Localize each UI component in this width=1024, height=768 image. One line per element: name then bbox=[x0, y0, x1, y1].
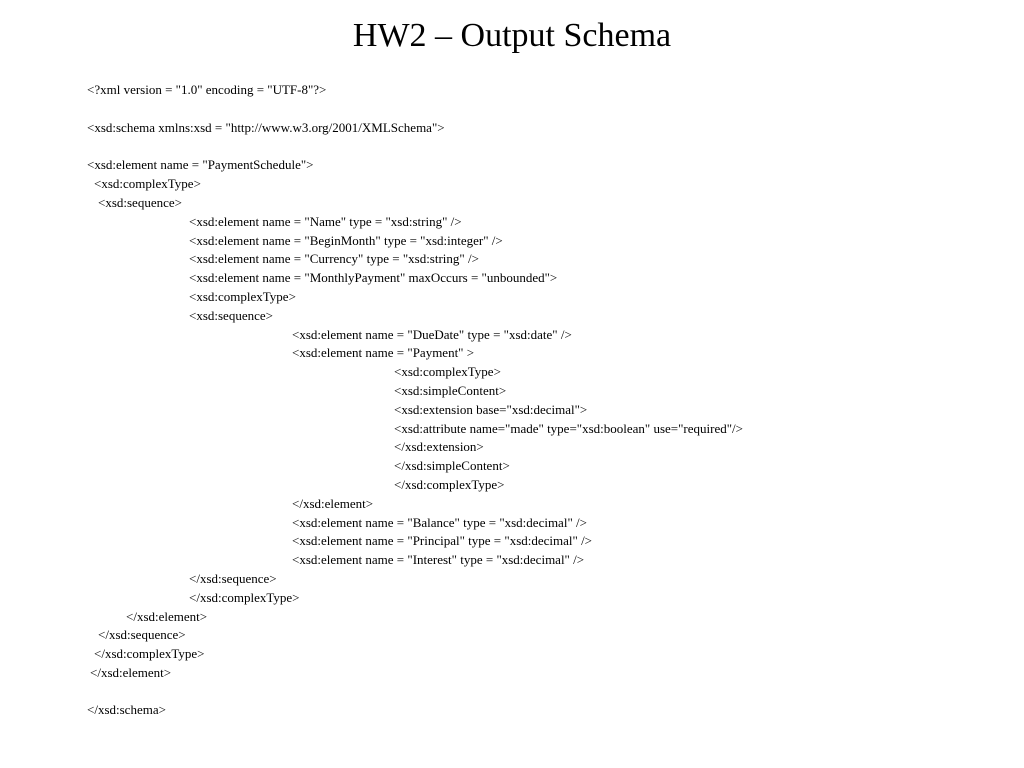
code-line: <xsd:schema xmlns:xsd = "http://www.w3.org/2001/XMLSchema"> bbox=[87, 120, 445, 135]
code-line: </xsd:schema> bbox=[87, 702, 166, 717]
code-line: </xsd:complexType> bbox=[189, 590, 300, 605]
code-line: </xsd:element> bbox=[292, 496, 374, 511]
code-line: <xsd:element name = "DueDate" type = "xsd:date" /> bbox=[292, 327, 572, 342]
code-line: <xsd:sequence> bbox=[98, 195, 182, 210]
code-line: </xsd:simpleContent> bbox=[394, 458, 510, 473]
code-line: <?xml version = "1.0" encoding = "UTF-8"?> bbox=[87, 82, 327, 97]
code-line: <xsd:extension base="xsd:decimal"> bbox=[394, 402, 588, 417]
code-line: <xsd:complexType> bbox=[189, 289, 296, 304]
code-line: <xsd:element name = "MonthlyPayment" maxOccurs = "unbounded"> bbox=[189, 270, 558, 285]
code-line: </xsd:extension> bbox=[394, 439, 484, 454]
code-line: <xsd:element name = "Name" type = "xsd:string" /> bbox=[189, 214, 462, 229]
code-line: <xsd:attribute name="made" type="xsd:boolean" use="required"/> bbox=[394, 421, 743, 436]
code-line: <xsd:element name = "PaymentSchedule"> bbox=[87, 157, 314, 172]
code-line: <xsd:element name = "Principal" type = "xsd:decimal" /> bbox=[292, 533, 593, 548]
slide-title: HW2 – Output Schema bbox=[352, 17, 672, 54]
code-line: </xsd:element> bbox=[126, 609, 208, 624]
code-line: <xsd:element name = "Currency" type = "xsd:string" /> bbox=[189, 251, 479, 266]
code-line: </xsd:element> bbox=[90, 665, 172, 680]
code-line: </xsd:complexType> bbox=[394, 477, 505, 492]
code-line: <xsd:element name = "Balance" type = "xsd:decimal" /> bbox=[292, 515, 587, 530]
code-line: <xsd:complexType> bbox=[94, 176, 201, 191]
code-line: </xsd:sequence> bbox=[98, 627, 186, 642]
code-line: </xsd:complexType> bbox=[94, 646, 205, 661]
code-line: </xsd:sequence> bbox=[189, 571, 277, 586]
code-line: <xsd:sequence> bbox=[189, 308, 273, 323]
code-line: <xsd:simpleContent> bbox=[394, 383, 507, 398]
code-line: <xsd:element name = "BeginMonth" type = "xsd:integer" /> bbox=[189, 233, 503, 248]
code-line: <xsd:complexType> bbox=[394, 364, 501, 379]
code-line: <xsd:element name = "Payment" > bbox=[292, 345, 475, 360]
code-line: <xsd:element name = "Interest" type = "xsd:decimal" /> bbox=[292, 552, 585, 567]
